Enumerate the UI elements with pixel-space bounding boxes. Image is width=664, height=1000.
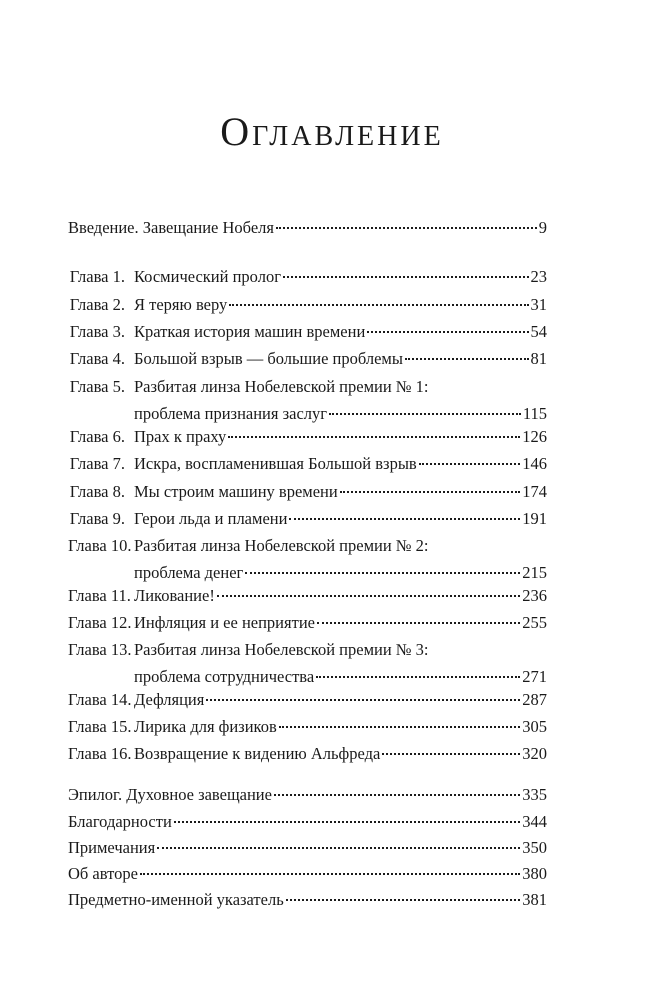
entry-line [68, 717, 547, 737]
entry-title: Лирика для физиков [134, 717, 277, 736]
chapter-label: Глава 13. [68, 640, 132, 659]
entry-title: Искра, воспламенившая Большой взрыв [134, 454, 417, 473]
chapter-label: Глава 1. [69, 267, 125, 286]
entry-title-continued: проблема признания заслуг [134, 404, 328, 423]
entry-page: 81 [530, 349, 547, 368]
entry-page: 9 [538, 218, 547, 237]
dot-leader [157, 847, 520, 849]
toc-entry-chapter[interactable] [68, 509, 547, 529]
entry-page: 126 [522, 427, 547, 446]
entry-line-continued [68, 404, 547, 424]
chapter-label: Глава 14. [68, 690, 132, 709]
entry-title-continued: проблема денег [134, 563, 244, 582]
entry-title-continued: проблема сотрудничества [134, 667, 315, 686]
toc-entry-back-matter[interactable] [68, 812, 547, 832]
entry-page: 23 [530, 267, 547, 286]
chapter-label: Глава 15. [68, 717, 132, 736]
toc-entry-chapter[interactable] [68, 717, 547, 737]
entry-page: 335 [522, 785, 547, 804]
entry-page: 215 [522, 563, 547, 582]
entry-page: 320 [522, 744, 547, 763]
entry-line [68, 586, 547, 606]
chapter-label: Глава 16. [68, 744, 132, 763]
entry-title: Разбитая линза Нобелевской премии № 3: [134, 640, 429, 659]
chapter-label: Глава 5. [69, 377, 125, 396]
entry-page: 146 [522, 454, 547, 473]
toc-entry-chapter[interactable] [68, 349, 547, 369]
toc-entry-chapter[interactable] [68, 322, 547, 342]
entry-title: Предметно-именной указатель [68, 890, 284, 909]
dot-leader [367, 331, 528, 333]
entry-line [68, 509, 547, 529]
entry-page: 236 [522, 586, 547, 605]
entry-title: Эпилог. Духовное завещание [68, 785, 272, 804]
entry-title: Космический пролог [134, 267, 281, 286]
page-title: Оглавление [220, 109, 444, 154]
entry-line [68, 640, 547, 660]
dot-leader [316, 676, 520, 678]
toc-entry-chapter[interactable] [68, 613, 547, 633]
dot-leader [405, 358, 529, 360]
entry-page: 255 [522, 613, 547, 632]
entry-title: Возвращение к видению Альфреда [134, 744, 381, 763]
entry-title: Герои льда и пламени [134, 509, 288, 528]
entry-page: 344 [522, 812, 547, 831]
dot-leader [340, 491, 521, 493]
chapter-label: Глава 9. [69, 509, 125, 528]
chapter-label: Глава 11. [68, 586, 131, 605]
entry-page: 271 [522, 667, 547, 686]
entry-line [68, 536, 547, 556]
entry-line [68, 744, 547, 764]
entry-title: Об авторе [68, 864, 138, 883]
dot-leader [317, 622, 520, 624]
toc-entry-back-matter[interactable] [68, 838, 547, 858]
chapter-label: Глава 4. [69, 349, 125, 368]
entry-title: Разбитая линза Нобелевской премии № 1: [134, 377, 429, 396]
entry-line [68, 454, 547, 474]
toc-entry-chapter[interactable] [68, 454, 547, 474]
dot-leader [274, 794, 520, 796]
toc-entry-chapter[interactable] [68, 295, 547, 315]
entry-title: Примечания [68, 838, 156, 857]
toc-entry-back-matter[interactable] [68, 890, 547, 910]
entry-title: Прах к праху [134, 427, 227, 446]
dot-leader [286, 899, 521, 901]
toc-entry-chapter[interactable] [68, 427, 547, 447]
toc-entry-intro[interactable] [68, 218, 547, 238]
entry-line-continued [68, 667, 547, 687]
toc-entry-chapter[interactable] [68, 536, 547, 582]
dot-leader [382, 753, 520, 755]
toc-entry-chapter[interactable] [68, 586, 547, 606]
entry-page: 287 [522, 690, 547, 709]
dot-leader [140, 873, 520, 875]
entry-page: 380 [522, 864, 547, 883]
entry-line [68, 613, 547, 633]
entry-title: Разбитая линза Нобелевской премии № 2: [134, 536, 429, 555]
entry-title: Краткая история машин времени [134, 322, 366, 341]
entry-line [68, 482, 547, 502]
entry-page: 115 [522, 404, 547, 423]
chapter-label: Глава 7. [69, 454, 125, 473]
entry-title: Введение. Завещание Нобеля [68, 218, 274, 237]
toc-entry-back-matter[interactable] [68, 864, 547, 884]
entry-line [68, 322, 547, 342]
entry-page: 191 [522, 509, 547, 528]
entry-line-continued [68, 563, 547, 583]
entry-line [68, 349, 547, 369]
entry-line [68, 377, 547, 397]
entry-page: 174 [522, 482, 547, 501]
entry-page: 305 [522, 717, 547, 736]
entry-page: 350 [522, 838, 547, 857]
chapter-label: Глава 10. [68, 536, 132, 555]
toc-entry-chapter[interactable] [68, 267, 547, 287]
entry-title: Дефляция [134, 690, 205, 709]
toc-entry-back-matter[interactable] [68, 785, 547, 805]
dot-leader [276, 227, 537, 229]
dot-leader [228, 436, 520, 438]
entry-line [68, 890, 547, 910]
chapter-label: Глава 3. [69, 322, 125, 341]
dot-leader [289, 518, 520, 520]
dot-leader [329, 413, 521, 415]
entry-title: Ликование! [134, 586, 215, 605]
dot-leader [419, 463, 521, 465]
chapter-label: Глава 12. [68, 613, 132, 632]
entry-line [68, 690, 547, 710]
entry-line [68, 785, 547, 805]
dot-leader [283, 276, 529, 278]
toc-entry-chapter[interactable] [68, 640, 547, 686]
entry-title: Благодарности [68, 812, 172, 831]
entry-line [68, 427, 547, 447]
dot-leader [229, 304, 528, 306]
entry-title: Инфляция и ее неприятие [134, 613, 315, 632]
dot-leader [206, 699, 520, 701]
chapter-label: Глава 2. [69, 295, 125, 314]
toc-entry-chapter[interactable] [68, 690, 547, 710]
entry-line [68, 864, 547, 884]
entry-line [68, 812, 547, 832]
entry-line [68, 838, 547, 858]
chapter-label: Глава 8. [69, 482, 125, 501]
dot-leader [245, 572, 520, 574]
toc-entry-chapter[interactable] [68, 377, 547, 423]
entry-line [68, 295, 547, 315]
dot-leader [174, 821, 520, 823]
entry-page: 381 [522, 890, 547, 909]
toc-entry-chapter[interactable] [68, 482, 547, 502]
entry-title: Мы строим машину времени [134, 482, 338, 501]
entry-title: Большой взрыв — большие проблемы [134, 349, 403, 368]
entry-page: 54 [530, 322, 547, 341]
dot-leader [279, 726, 521, 728]
entry-title: Я теряю веру [134, 295, 228, 314]
toc-entry-chapter[interactable] [68, 744, 547, 764]
entry-page: 31 [530, 295, 547, 314]
chapter-label: Глава 6. [69, 427, 125, 446]
dot-leader [217, 595, 520, 597]
table-of-contents [68, 0, 547, 1000]
entry-line [68, 267, 547, 287]
